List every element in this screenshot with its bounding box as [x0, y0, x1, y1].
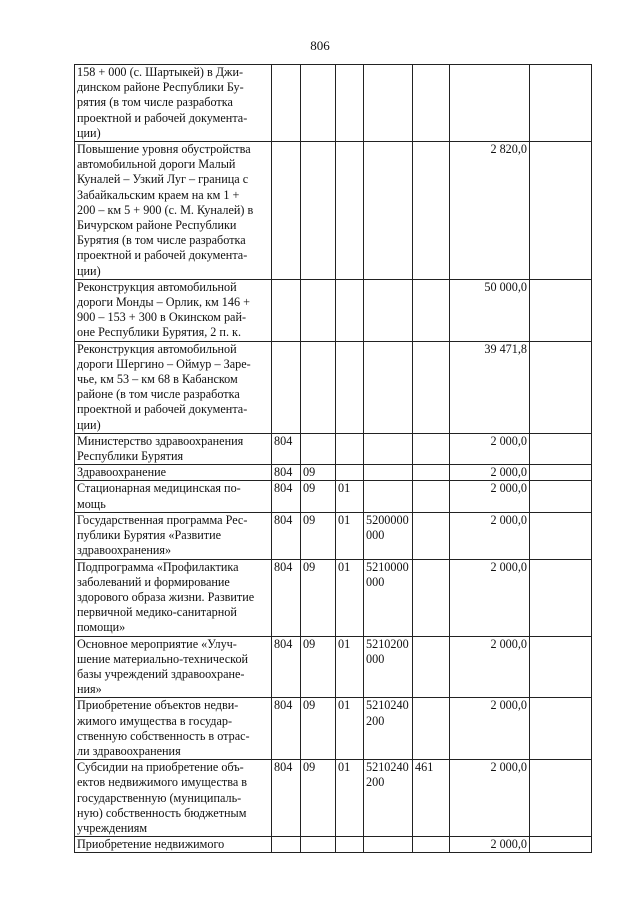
target-code-cell	[364, 837, 413, 853]
section-code-cell: 09	[301, 760, 336, 837]
table-row	[75, 837, 592, 853]
row-name-cell: Приобретение объектов недви- жимого имущества в государ- ственную собственность в отрас- ли здравоохранения	[75, 698, 272, 760]
expense-type-cell	[413, 65, 450, 142]
target-code-cell	[364, 142, 413, 280]
expense-type-cell	[413, 433, 450, 464]
expense-type-cell	[413, 279, 450, 341]
extra-amount-cell	[530, 279, 592, 341]
ministry-code-cell	[272, 65, 301, 142]
expense-type-cell: 461	[413, 760, 450, 837]
subsection-code-cell: 01	[336, 481, 364, 512]
subsection-code-cell: 01	[336, 698, 364, 760]
section-code-cell: 09	[301, 636, 336, 698]
amount-cell: 50 000,0	[450, 279, 530, 341]
row-name-cell: Реконструкция автомобильной дороги Монды – Орлик, км 146 + 900 – 153 + 300 в Окинском рай- оне Республики Бурятия, 2 п. к.	[75, 279, 272, 341]
expense-type-cell	[413, 636, 450, 698]
table-row	[75, 760, 592, 837]
ministry-code-cell: 804	[272, 512, 301, 559]
ministry-code-cell	[272, 142, 301, 280]
expense-type-cell	[413, 698, 450, 760]
row-name-cell: Основное мероприятие «Улуч- шение материально-технической базы учреждений здравоохране- ния»	[75, 636, 272, 698]
subsection-code-cell: 01	[336, 512, 364, 559]
budget-table	[74, 64, 592, 853]
table-row	[75, 512, 592, 559]
ministry-code-cell: 804	[272, 559, 301, 636]
table-row	[75, 698, 592, 760]
amount-cell	[450, 65, 530, 142]
subsection-code-cell	[336, 65, 364, 142]
target-code-cell	[364, 481, 413, 512]
expense-type-cell	[413, 512, 450, 559]
row-name-cell: Здравоохранение	[75, 465, 272, 481]
target-code-cell	[364, 65, 413, 142]
expense-type-cell	[413, 481, 450, 512]
table-row	[75, 465, 592, 481]
subsection-code-cell	[336, 465, 364, 481]
row-name-cell: Подпрограмма «Профилактика заболеваний и формирование здорового образа жизни. Развитие первичной медико-санитарной помощи»	[75, 559, 272, 636]
extra-amount-cell	[530, 433, 592, 464]
target-code-cell	[364, 465, 413, 481]
extra-amount-cell	[530, 341, 592, 433]
subsection-code-cell: 01	[336, 559, 364, 636]
section-code-cell: 09	[301, 465, 336, 481]
row-name-cell: Субсидии на приобретение объ- ектов недвижимого имущества в государственную (муниципаль- ную) собственность бюджетным учреждениям	[75, 760, 272, 837]
row-name-cell: Повышение уровня обустройства автомобильной дороги Малый Куналей – Узкий Луг – граница с Забайкальским краем на км 1 + 200 – км 5 + 900 (с. М. Куналей) в Бичурском районе Республики Бурятия (в том числе разработка проектной и рабочей документа- ции)	[75, 142, 272, 280]
ministry-code-cell	[272, 279, 301, 341]
table-row	[75, 341, 592, 433]
amount-cell: 2 820,0	[450, 142, 530, 280]
table-row	[75, 142, 592, 280]
section-code-cell	[301, 142, 336, 280]
section-code-cell: 09	[301, 512, 336, 559]
section-code-cell	[301, 65, 336, 142]
ministry-code-cell	[272, 837, 301, 853]
expense-type-cell	[413, 837, 450, 853]
amount-cell: 39 471,8	[450, 341, 530, 433]
subsection-code-cell	[336, 433, 364, 464]
amount-cell: 2 000,0	[450, 698, 530, 760]
section-code-cell: 09	[301, 698, 336, 760]
row-name-cell: Реконструкция автомобильной дороги Шергино – Оймур – Заре- чье, км 53 – км 68 в Кабанском районе (в том числе разработка проектной и рабочей документа- ции)	[75, 341, 272, 433]
expense-type-cell	[413, 465, 450, 481]
subsection-code-cell	[336, 142, 364, 280]
section-code-cell	[301, 341, 336, 433]
target-code-cell	[364, 279, 413, 341]
extra-amount-cell	[530, 760, 592, 837]
expense-type-cell	[413, 142, 450, 280]
amount-cell: 2 000,0	[450, 465, 530, 481]
extra-amount-cell	[530, 559, 592, 636]
subsection-code-cell	[336, 341, 364, 433]
extra-amount-cell	[530, 65, 592, 142]
row-name-cell: Государственная программа Рес- публики Бурятия «Развитие здравоохранения»	[75, 512, 272, 559]
ministry-code-cell: 804	[272, 636, 301, 698]
table-row	[75, 279, 592, 341]
target-code-cell: 5200000 000	[364, 512, 413, 559]
extra-amount-cell	[530, 837, 592, 853]
amount-cell: 2 000,0	[450, 433, 530, 464]
section-code-cell: 09	[301, 481, 336, 512]
expense-type-cell	[413, 559, 450, 636]
section-code-cell	[301, 433, 336, 464]
subsection-code-cell: 01	[336, 760, 364, 837]
target-code-cell	[364, 341, 413, 433]
amount-cell: 2 000,0	[450, 636, 530, 698]
target-code-cell: 5210000 000	[364, 559, 413, 636]
subsection-code-cell	[336, 837, 364, 853]
table-row	[75, 559, 592, 636]
ministry-code-cell: 804	[272, 481, 301, 512]
amount-cell: 2 000,0	[450, 760, 530, 837]
subsection-code-cell: 01	[336, 636, 364, 698]
amount-cell: 2 000,0	[450, 481, 530, 512]
row-name-cell: 158 + 000 (с. Шартыкей) в Джи- динском районе Республики Бу- рятия (в том числе разработка проектной и рабочей документа- ции)	[75, 65, 272, 142]
ministry-code-cell: 804	[272, 698, 301, 760]
extra-amount-cell	[530, 698, 592, 760]
extra-amount-cell	[530, 512, 592, 559]
target-code-cell: 5210200 000	[364, 636, 413, 698]
row-name-cell: Приобретение недвижимого	[75, 837, 272, 853]
ministry-code-cell: 804	[272, 760, 301, 837]
section-code-cell	[301, 279, 336, 341]
table-body	[75, 65, 592, 853]
ministry-code-cell	[272, 341, 301, 433]
amount-cell: 2 000,0	[450, 512, 530, 559]
row-name-cell: Стационарная медицинская по- мощь	[75, 481, 272, 512]
section-code-cell	[301, 837, 336, 853]
page-number: 806	[310, 38, 330, 53]
extra-amount-cell	[530, 636, 592, 698]
table-row	[75, 433, 592, 464]
expense-type-cell	[413, 341, 450, 433]
target-code-cell: 5210240 200	[364, 698, 413, 760]
extra-amount-cell	[530, 465, 592, 481]
amount-cell: 2 000,0	[450, 559, 530, 636]
subsection-code-cell	[336, 279, 364, 341]
table-row	[75, 636, 592, 698]
section-code-cell: 09	[301, 559, 336, 636]
table-row	[75, 481, 592, 512]
row-name-cell: Министерство здравоохранения Республики Бурятия	[75, 433, 272, 464]
amount-cell: 2 000,0	[450, 837, 530, 853]
target-code-cell: 5210240 200	[364, 760, 413, 837]
extra-amount-cell	[530, 481, 592, 512]
target-code-cell	[364, 433, 413, 464]
ministry-code-cell: 804	[272, 465, 301, 481]
extra-amount-cell	[530, 142, 592, 280]
table-row	[75, 65, 592, 142]
ministry-code-cell: 804	[272, 433, 301, 464]
